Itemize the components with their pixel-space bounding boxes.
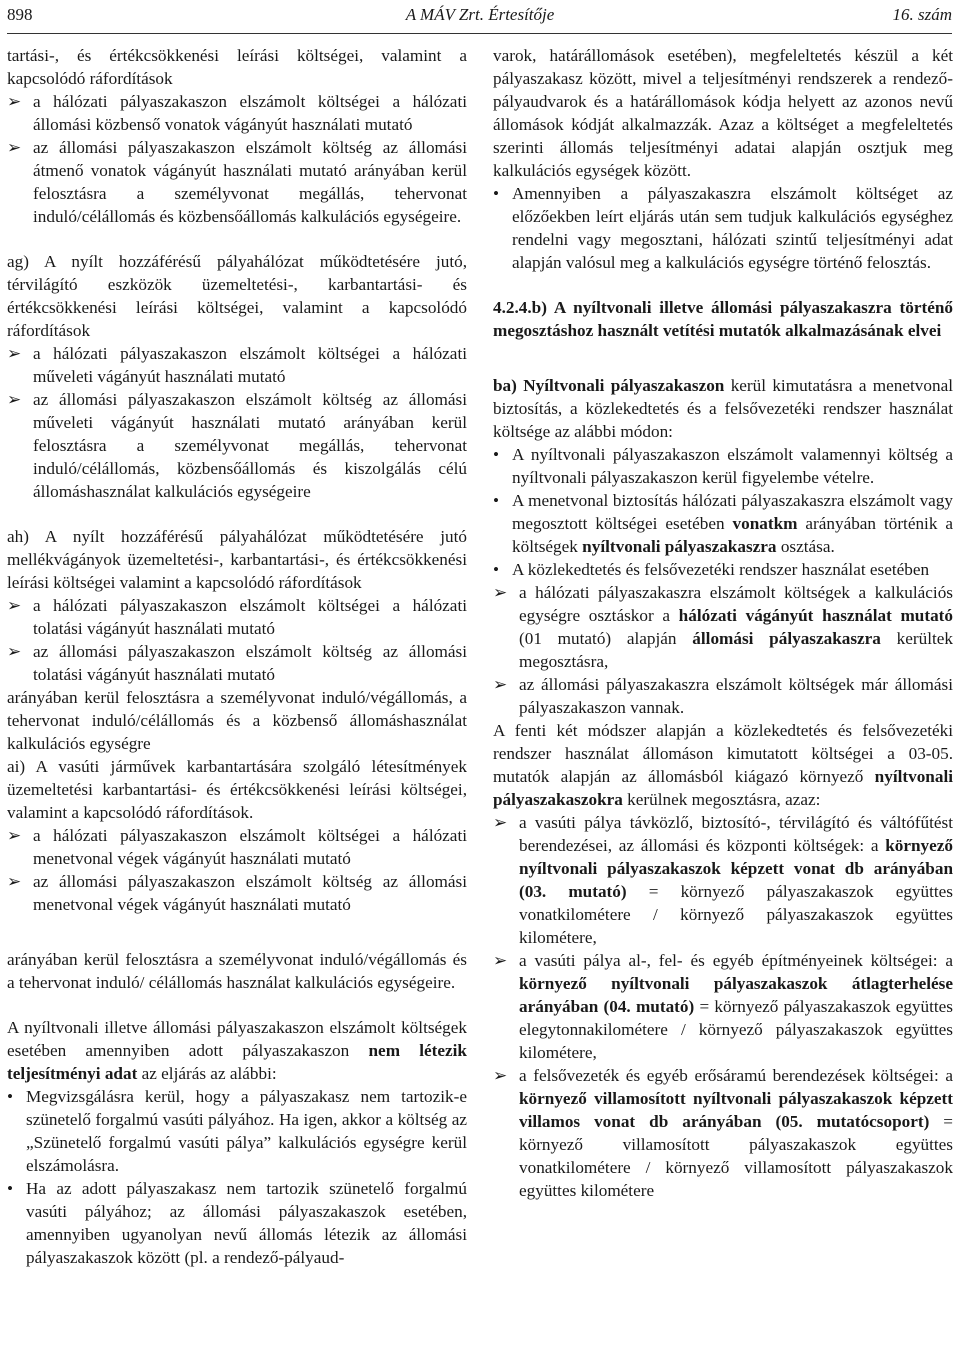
arrow-bullet-icon: ➢ (493, 583, 508, 602)
paragraph: A fenti két módszer alapján a közlekedtetés és felsővezetéki rendszer használat állomáson kimutatott költségei a 03-05. mutatók alapján az állomásból kiágazó környező nyíltvonali pályaszakaszokra kerülnek megosztásra, azaz: (493, 721, 953, 809)
right-column (493, 44, 953, 1202)
bullet-item: • A közlekedtetés és felsővezetéki rendszer használat esetében (493, 560, 930, 579)
arrow-item: ➢ a vasúti pálya al-, fel- és egyéb építményeinek költségei: a környező nyíltvonali pályaszakaszok átlagterhelése arányában (04. mutató) = környező pályaszakaszok együttes elegytonnakilométere / környező pályaszakaszok együttes kilométere, (493, 951, 953, 1062)
arrow-item: ➢ az állomási pályaszakaszon elszámolt költség az állomási műveleti vágányút használati mutató arányában kerül felosztásra a személyvonat megállás, tehervonat induló/célállomás, közbensőállomás és kiszolgálás célú állomáshasználat kalkulációs egységeire (7, 390, 467, 501)
page-number: 898 (7, 5, 33, 24)
bullet-icon: • (7, 1179, 14, 1198)
arrow-bullet-icon: ➢ (7, 826, 22, 845)
arrow-item: ➢ a hálózati pályaszakaszon elszámolt költségei a hálózati műveleti vágányút használati mutató (7, 344, 467, 386)
arrow-bullet-icon: ➢ (7, 92, 22, 111)
arrow-bullet-icon: ➢ (7, 872, 22, 891)
paragraph: ba) Nyíltvonali pályaszakaszon kerül kimutatásra a menetvonal biztosítás, a közlekedtetés és a felsővezetéki rendszer használat költsége az alábbi módon: (493, 376, 953, 441)
arrow-bullet-icon: ➢ (7, 596, 22, 615)
arrow-bullet-icon: ➢ (493, 951, 508, 970)
arrow-bullet-icon: ➢ (7, 138, 22, 157)
bullet-icon: • (493, 491, 500, 510)
bullet-item: • Megvizsgálásra kerül, hogy a pályaszakasz nem tartozik-e szünetelő forgalmú vasúti pályához. Ha igen, akkor a költség az „Szünetelő forgalmú vasúti pálya” kalkulációs egységre kerül elszámolásra. (7, 1087, 467, 1175)
section-heading: 4.2.4.b) A nyíltvonali illetve állomási pályaszakaszra történő megosztáshoz használt vetítési mutatók alkalmazásának elvei (493, 298, 953, 340)
arrow-bullet-icon: ➢ (7, 642, 22, 661)
paragraph: tartási-, és értékcsökkenési leírási költségei, valamint a kapcsolódó ráfordítások (7, 46, 467, 88)
paragraph: varok, határállomások esetében), megfeleltetés készül a két pályaszakasz között, mivel a teljesítményi rendszerek a rendező-pályaudvarok és a határállomások kódja helyett az azonos nevű állomások kódját alkalmazzák. Azaz a költséget a megfeleltetés szerinti állomás teljesítményi adatai alapján osztjuk meg kalkulációs egységek között. (493, 46, 953, 180)
page-header (0, 0, 960, 34)
section-ah-intro: ah) A nyílt hozzáférésű pályahálózat működtetésére jutó mellékvágányok üzemeltetési-, karbantartási-, és értékcsökkenési leírási költségei valamint a kapcsolódó ráfordítások (7, 527, 467, 592)
arrow-bullet-icon: ➢ (493, 1066, 508, 1085)
bullet-item: • A nyíltvonali pályaszakaszon elszámolt valamennyi költség a nyíltvonali pályaszakaszon kerül figyelembe vételre. (493, 445, 953, 487)
arrow-item: ➢ a hálózati pályaszakaszon elszámolt költségei a hálózati menetvonal végek vágányút használati mutató (7, 826, 467, 868)
bullet-icon: • (493, 560, 500, 579)
arrow-item: ➢ az állomási pályaszakaszon elszámolt költség az állomási tolatási vágányút használati mutató (7, 642, 467, 684)
header-rule (7, 33, 952, 34)
journal-title: A MÁV Zrt. Értesítője (405, 5, 555, 24)
arrow-bullet-icon: ➢ (7, 390, 22, 409)
arrow-item: ➢ a hálózati pályaszakaszra elszámolt költségek a kalkulációs egységre osztáskor a hálózati vágányút használat mutató (01 mutató) alapján állomási pályaszakaszra kerültek megosztásra, (493, 583, 953, 671)
arrow-item: ➢ a hálózati pályaszakaszon elszámolt költségei a hálózati tolatási vágányút használati mutató (7, 596, 467, 638)
paragraph: A nyíltvonali illetve állomási pályaszakaszon elszámolt költségek esetében amennyiben adott pályaszakaszon nem létezik teljesítményi adat az eljárás az alábbi: (7, 1018, 467, 1083)
arrow-item: ➢ az állomási pályaszakaszon elszámolt költség az állomási menetvonal végek vágányút használati mutató (7, 872, 467, 914)
bullet-item: • A menetvonal biztosítás hálózati pályaszakaszra elszámolt vagy megosztott költségei esetében vonatkm arányában történik a költségek nyíltvonali pályaszakaszra osztása. (493, 491, 953, 556)
arrow-item: ➢ a vasúti pálya távközlő, biztosító-, térvilágító és váltófűtést berendezései, az állomási és központi költségek: a környező nyíltvonali pályaszakaszok képzett vonat db arányában (03. mutató) = környező pályaszakaszok együttes vonatkilométere / környező pályaszakaszok együttes kilométere, (493, 813, 953, 947)
issue-number: 16. szám (892, 5, 952, 24)
arrow-bullet-icon: ➢ (493, 813, 508, 832)
paragraph: arányában kerül felosztásra a személyvonat induló/végállomás, a tehervonat induló/célállomás és a közbenső állomáshasználat kalkulációs egységre (7, 688, 467, 753)
arrow-bullet-icon: ➢ (493, 675, 508, 694)
arrow-item: ➢ az állomási pályaszakaszon elszámolt költség az állomási átmenő vonatok vágányút használati mutató arányában kerül felosztásra a személyvonat megállás, tehervonat induló/célállomás és közbensőállomás kalkulációs egységeire. (7, 138, 467, 226)
section-ag-intro: ag) A nyílt hozzáférésű pályahálózat működtetésére jutó, térvilágító eszközök üzemeltetési-, karbantartási- és értékcsökkenési leírási költségei, valamint a kapcsolódó ráfordítások (7, 252, 467, 340)
section-ai-intro: ai) A vasúti járművek karbantartására szolgáló létesítmények üzemeltetési karbantartási- és értékcsökkenési leírási költségei, valamint a kapcsolódó ráfordítások. (7, 757, 467, 822)
arrow-item: ➢ a felsővezeték és egyéb erősáramú berendezések költségei: a környező villamosított nyíltvonali pályaszakaszok képzett villamos vonat db arányában (05. mutatócsoport) = környező villamosított pályaszakaszok együttes vonatkilométere / környező villamosított pályaszakaszok együttes kilométere (493, 1066, 953, 1200)
left-column (7, 44, 467, 1269)
arrow-item: ➢ a hálózati pályaszakaszon elszámolt költségei a hálózati állomási közbenső vonatok vágányút használati mutató (7, 92, 467, 134)
bullet-icon: • (7, 1087, 14, 1106)
bullet-item: • Amennyiben a pályaszakaszra elszámolt költséget az előzőekben leírt eljárás után sem tudjuk kalkulációs egységhez rendelni vagy megosztani, hálózati szintű teljesítményi adat alapján valósul meg a kalkulációs egységre történő felosztás. (493, 184, 953, 272)
paragraph: arányában kerül felosztásra a személyvonat induló/végállomás és a tehervonat induló/ célállomás használat kalkulációs egységeire. (7, 950, 467, 992)
arrow-bullet-icon: ➢ (7, 344, 22, 363)
bullet-item: • Ha az adott pályaszakasz nem tartozik szünetelő forgalmú vasúti pályához; az állomási pályaszakaszok esetében, amennyiben ugyanolyan nevű állomás létezik az állomási pályaszakaszok között (pl. a rendező-pályaud- (7, 1179, 467, 1267)
arrow-item: ➢ az állomási pályaszakaszra elszámolt költségek már állomási pályaszakaszon vannak. (493, 675, 953, 717)
bullet-icon: • (493, 445, 500, 464)
bullet-icon: • (493, 184, 500, 203)
